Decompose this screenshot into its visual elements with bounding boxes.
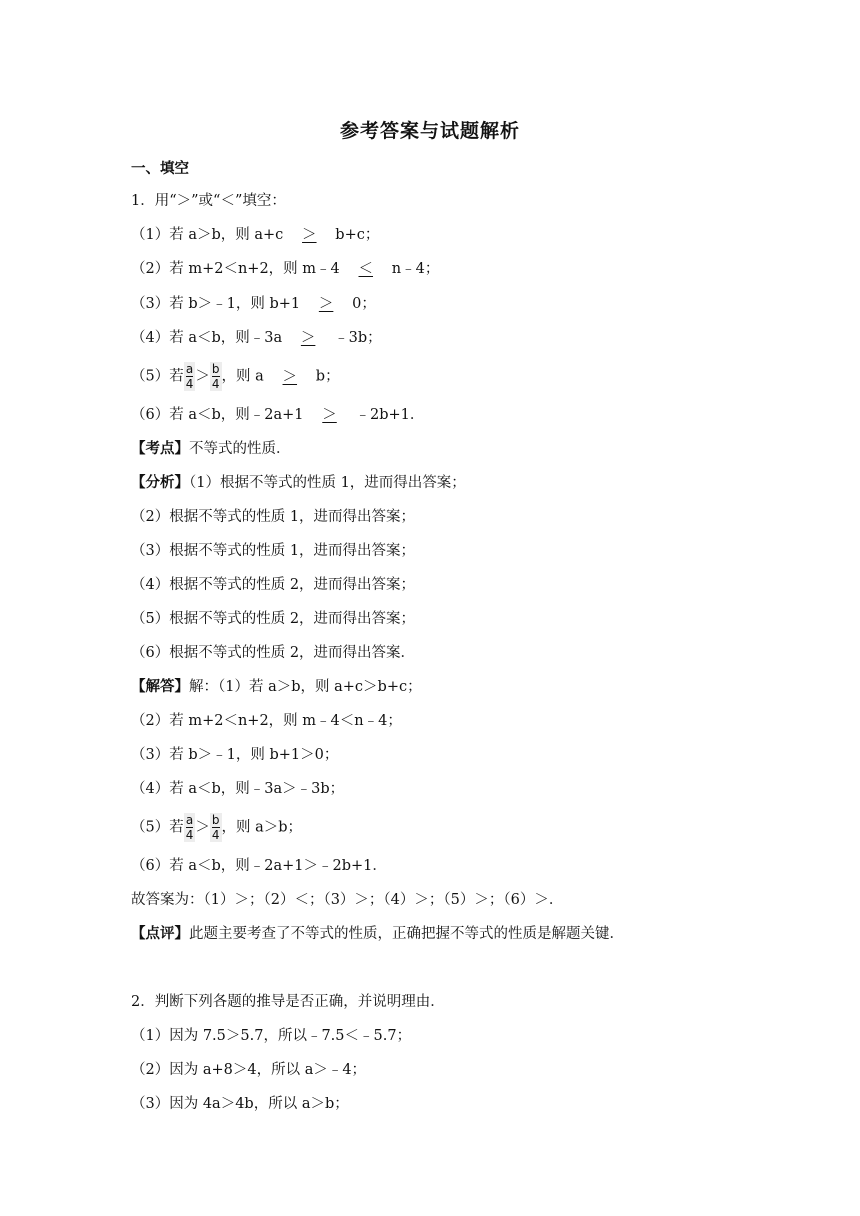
- q2-item-2: （2）因为 a+8＞4，所以 a＞﹣4；: [131, 1062, 367, 1078]
- answer-blank: ＞: [282, 368, 298, 385]
- answer-blank: ＞: [318, 296, 334, 312]
- q1-item-2: [131, 259, 439, 279]
- answer-blank: ＜: [358, 261, 374, 277]
- jieda-3: （3）若 b＞﹣1，则 b+1＞0；: [131, 747, 339, 763]
- item-pre: （5）若: [131, 368, 184, 385]
- fraction-b-over-4: $\frac{b}{4}$: [211, 813, 220, 842]
- fraction-a-over-4: $\frac{a}{4}$: [185, 813, 194, 842]
- q1-stem: 1．用“＞”或“＜”填空：: [131, 193, 286, 209]
- jieda-2: （2）若 m+2＜n+2，则 m﹣4＜n﹣4；: [131, 713, 402, 729]
- item-post: b；: [315, 368, 340, 385]
- q2-stem: 2．判断下列各题的推导是否正确，并说明理由．: [131, 994, 445, 1010]
- dianping-label: 【点评】: [131, 925, 189, 942]
- answer-blank: ＞: [322, 407, 337, 423]
- jieda-6: （6）若 a＜b，则﹣2a+1＞﹣2b+1．: [131, 858, 387, 874]
- fraction-a-over-4: $\frac{a}{4}$: [185, 362, 194, 391]
- fenxi-1: 【分析】（1）根据不等式的性质 1，进而得出答案；: [131, 474, 466, 491]
- fenxi-2: （2）根据不等式的性质 1，进而得出答案；: [131, 509, 416, 525]
- answer-summary: 故答案为：（1）＞；（2）＜；（3）＞；（4）＞；（5）＞；（6）＞．: [131, 892, 564, 908]
- kaodian-text: 不等式的性质．: [189, 441, 291, 457]
- page-title: 参考答案与试题解析: [339, 120, 520, 142]
- fenxi-4: （4）根据不等式的性质 2，进而得出答案；: [131, 577, 416, 593]
- kaodian: [131, 439, 291, 459]
- item-pre: （1）若 a＞b，则 a+c: [131, 227, 284, 243]
- q1-item-6: [131, 405, 424, 425]
- item-post: b+c；: [335, 227, 380, 243]
- q2-item-1: （1）因为 7.5＞5.7，所以﹣7.5＜﹣5.7；: [131, 1028, 412, 1044]
- q1-item-4: [131, 328, 382, 348]
- dianping: [131, 924, 624, 944]
- q1-item-5: （5）若 $\frac{a}{4}$ ＞ $\frac{b}{4}$ ，则 a ＞ b；: [131, 362, 340, 391]
- fraction-b-over-4: $\frac{b}{4}$: [211, 362, 220, 391]
- item-post: n﹣4；: [391, 261, 440, 277]
- item-pre: （3）若 b＞﹣1，则 b+1: [131, 296, 301, 312]
- item-post: ﹣3b；: [334, 330, 382, 346]
- fenxi-3: （3）根据不等式的性质 1，进而得出答案；: [131, 543, 416, 559]
- q2-item-3: （3）因为 4a＞4b，所以 a＞b；: [131, 1096, 349, 1112]
- jieda-label: 【解答】: [131, 678, 189, 695]
- q1-item-3: [131, 294, 376, 314]
- jieda-5: （5）若 $\frac{a}{4}$ ＞ $\frac{b}{4}$ ，则 a＞b；: [131, 813, 303, 842]
- kaodian-label: 【考点】: [131, 440, 189, 457]
- answer-blank: ＞: [302, 227, 317, 243]
- fenxi-6: （6）根据不等式的性质 2，进而得出答案．: [131, 645, 416, 661]
- fenxi-label: 【分析】: [131, 474, 189, 491]
- jieda-1: 【解答】解：（1）若 a＞b，则 a+c＞b+c；: [131, 678, 422, 695]
- item-pre: （4）若 a＜b，则﹣3a: [131, 330, 283, 346]
- item-post: ﹣2b+1．: [355, 407, 425, 423]
- item-post: 0；: [352, 296, 376, 312]
- item-pre: （6）若 a＜b，则﹣2a+1: [131, 407, 304, 423]
- section-heading: 一、填空: [131, 161, 189, 177]
- q1-item-1: [131, 225, 379, 245]
- jieda-4: （4）若 a＜b，则﹣3a＞﹣3b；: [131, 781, 345, 797]
- answer-blank: ＞: [300, 330, 316, 346]
- fenxi-5: （5）根据不等式的性质 2，进而得出答案；: [131, 611, 416, 627]
- dianping-text: 此题主要考查了不等式的性质，正确把握不等式的性质是解题关键．: [189, 926, 624, 942]
- item-pre: （2）若 m+2＜n+2，则 m﹣4: [131, 261, 340, 277]
